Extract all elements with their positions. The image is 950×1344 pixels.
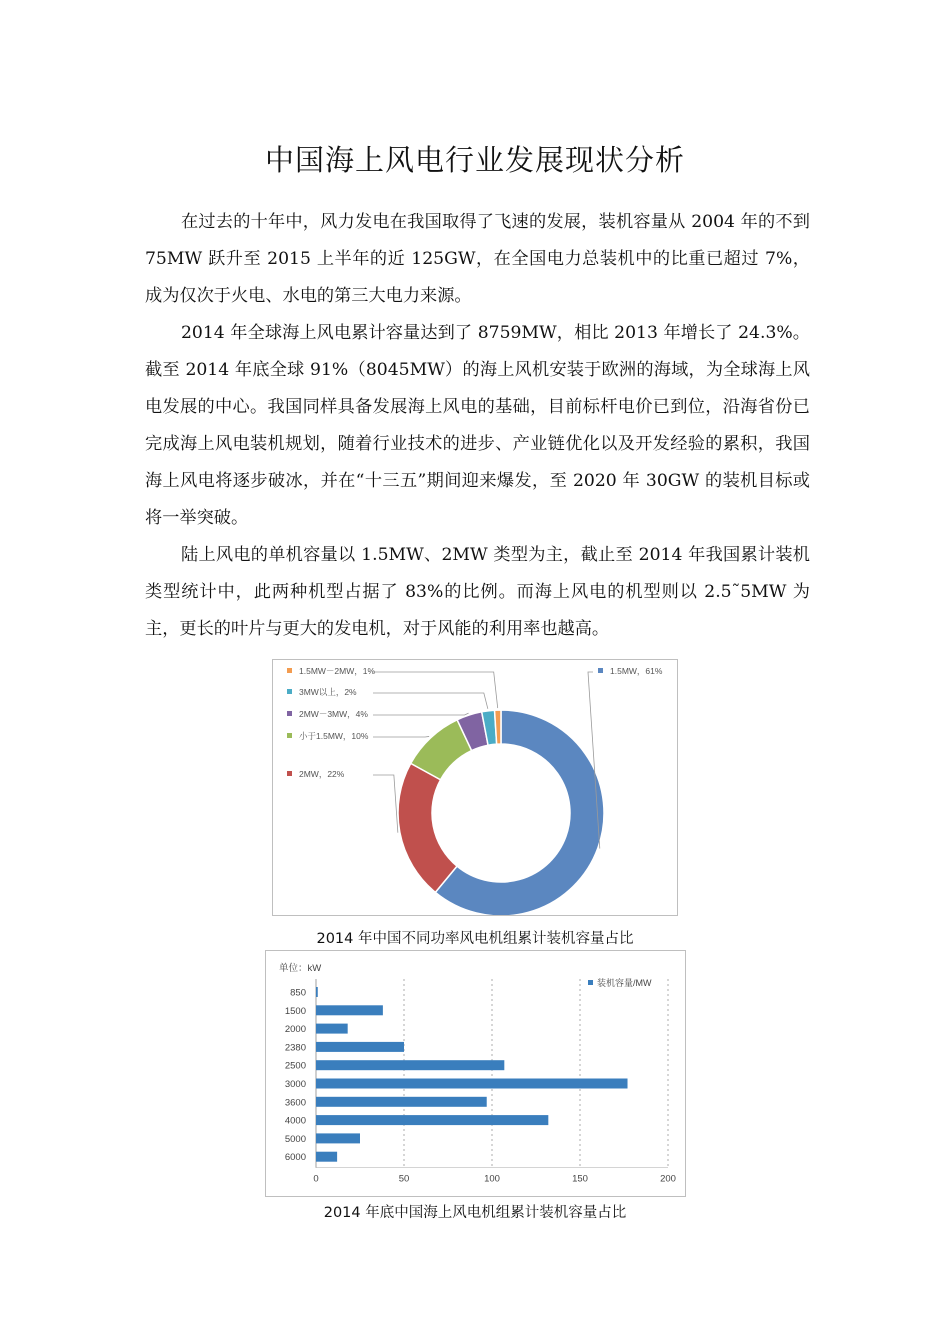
y-tick-label: 4000 [284,1115,306,1127]
unit-label: 单位：kW [279,963,322,974]
donut-slice [398,763,457,892]
legend-swatch [598,668,603,673]
x-tick-label: 150 [572,1173,588,1185]
bar-chart [266,951,685,1196]
donut-label: 3MW以上，2% [299,687,357,697]
bar [316,1097,487,1107]
leader-line [373,713,469,715]
leader-line [373,672,498,708]
legend-swatch [287,711,292,716]
bar [316,1152,337,1162]
legend-label: 装机容量/MW [597,978,652,988]
x-tick-label: 50 [398,1173,410,1185]
bar [316,987,318,997]
bar [316,1133,360,1143]
paragraph-3: 陆上风电的单机容量以 1.5MW、2MW 类型为主，截止至 2014 年我国累计装机类型统计中，此两种机型占据了 83%的比例。而海上风电的机型则以 2.5˜5MW 为主，更长的叶片与更大的发电机，对于风能的利用率也越高。 [145,545,810,639]
legend-swatch [287,689,292,694]
bar [316,1024,348,1034]
leader-line [373,775,398,833]
y-tick-label: 2500 [284,1060,306,1072]
x-tick-label: 100 [484,1173,500,1185]
x-tick-label: 0 [313,1173,319,1185]
y-tick-label: 2380 [284,1042,306,1054]
bar [316,1042,404,1052]
donut-label: 1.5MW，61% [610,666,663,676]
y-tick-label: 850 [290,987,306,999]
legend-swatch [287,668,292,673]
x-tick-label: 200 [660,1173,676,1185]
y-tick-label: 2000 [284,1024,306,1036]
leader-line [373,736,429,737]
y-tick-label: 3000 [284,1079,306,1090]
donut-label: 2MW－3MW，4% [299,709,368,719]
bar [316,1079,628,1089]
y-tick-label: 3600 [284,1097,306,1109]
page-title: 中国海上风电行业发展现状分析 [264,143,685,177]
legend-swatch [287,733,292,738]
bar [316,1060,504,1070]
y-tick-label: 6000 [284,1152,306,1164]
figure2-caption: 2014 年底中国海上风电机组累计装机容量占比 [323,1205,627,1221]
legend-swatch [588,980,593,985]
donut-chart-frame [272,659,678,916]
figure1-caption: 2014 年中国不同功率风电机组累计装机容量占比 [316,931,634,947]
paragraph-2: 2014 年全球海上风电累计容量达到了 8759MW，相比 2013 年增长了 24.3%。截至 2014 年底全球 91%（8045MW）的海上风机安装于欧洲的海域，为全球海上风电发展的中心。我国同样具备发展海上风电的基础，目前标杆电价已到位，沿海省份已完成海上风电装机规划，随着行业技术的进步、产业链优化以及开发经验的累积，我国海上风电将逐步破冰，并在“十三五”期间迎来爆发，至 2020 年 30GW 的装机目标或将一举突破。 [145,323,810,528]
paragraph-1: 在过去的十年中，风力发电在我国取得了飞速的发展，装机容量从 2004 年的不到 75MW 跃升至 2015 上半年的近 125GW，在全国电力总装机中的比重已超过 7%，成为仅次于火电、水电的第三大电力来源。 [145,212,810,306]
bar [316,1115,548,1125]
y-tick-label: 1500 [284,1005,306,1017]
legend-swatch [287,771,292,776]
y-tick-label: 5000 [284,1133,306,1145]
bar-chart-frame [265,950,686,1197]
bar [316,1005,383,1015]
donut-label: 1.5MW－2MW，1% [299,666,376,676]
donut-chart [273,660,677,915]
leader-line [373,693,488,709]
donut-label: 小于1.5MW，10% [299,731,369,741]
donut-label: 2MW，22% [299,769,345,779]
